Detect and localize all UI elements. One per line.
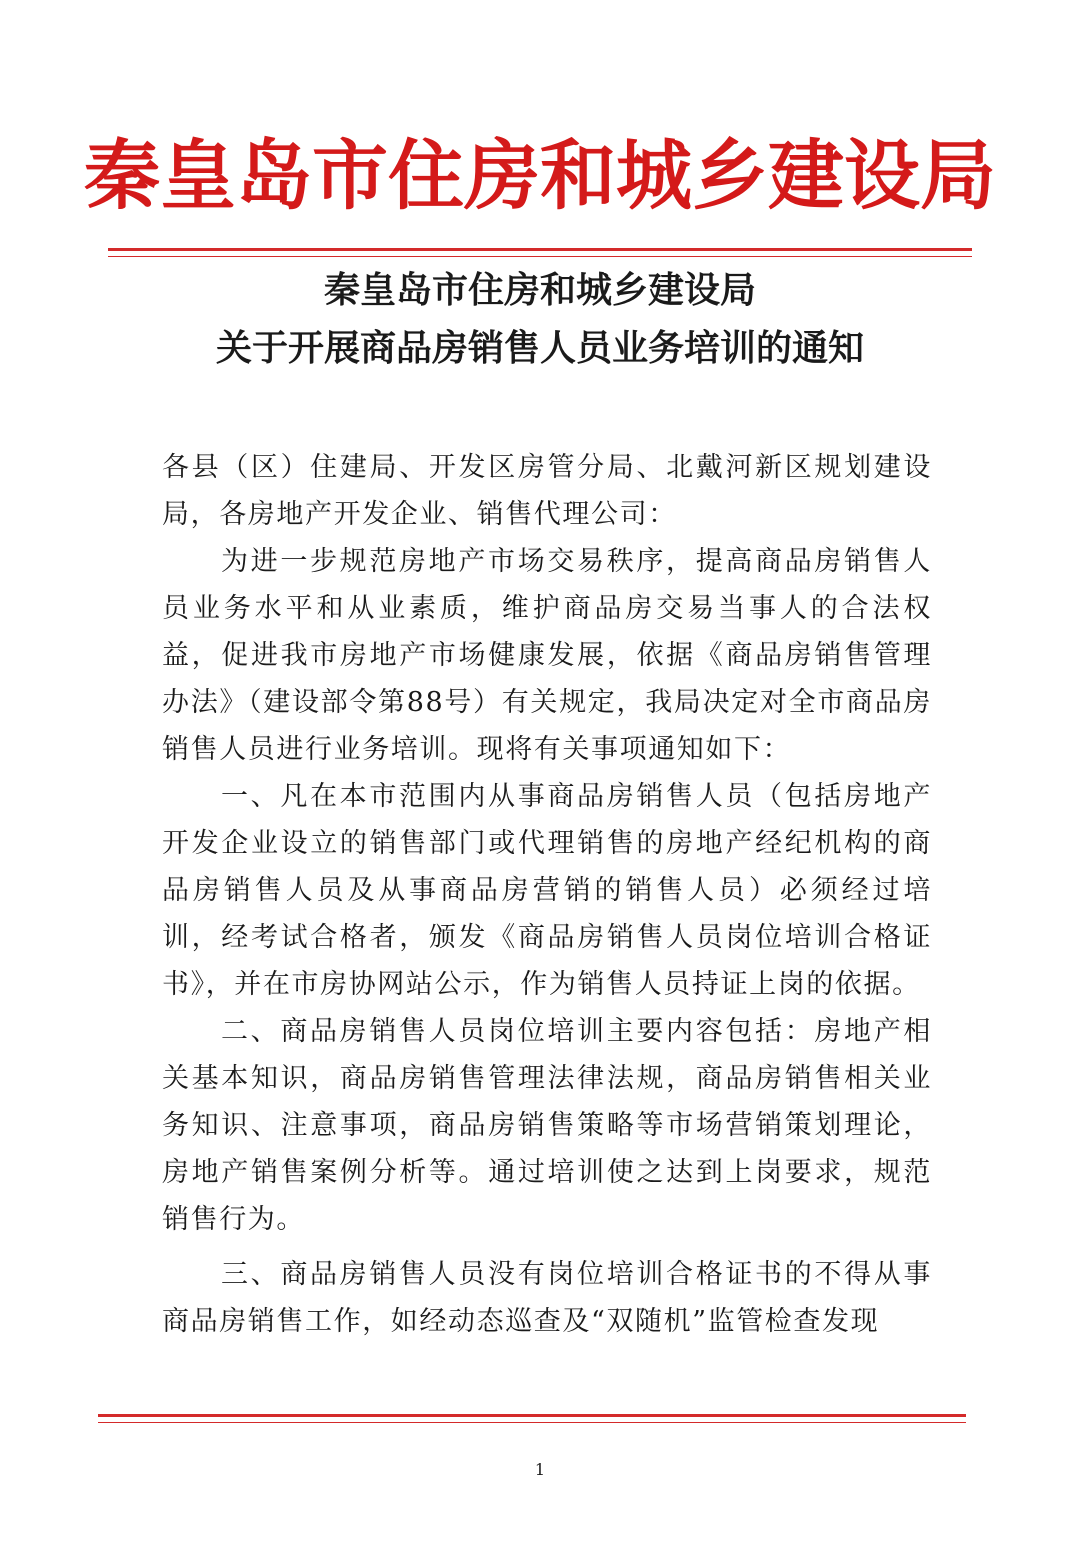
masthead-rule-thick <box>108 248 972 251</box>
document-body <box>162 444 932 1345</box>
document-title-line-1: 秦皇岛市住房和城乡建设局 <box>323 270 756 311</box>
paragraph-intro: 为进一步规范房地产市场交易秩序，提高商品房销售人员业务水平和从业素质，维护商品房交易当事人的合法权益，促进我市房地产市场健康发展，依据《商品房销售管理办法》（建设部令第88号）有关规定，我局决定对全市商品房销售人员进行业务培训。现将有关事项通知如下： <box>162 546 932 765</box>
masthead-title: 秦皇岛市住房和城乡建设局 <box>84 131 996 220</box>
paragraph-item-2: 二、商品房销售人员岗位培训主要内容包括：房地产相关基本知识，商品房销售管理法律法规，商品房销售相关业务知识、注意事项，商品房销售策略等市场营销策划理论，房地产销售案例分析等。通过培训使之达到上岗要求，规范销售行为。 <box>162 1016 932 1235</box>
masthead-rule-thin <box>108 256 972 257</box>
paragraph-item-3: 三、商品房销售人员没有岗位培训合格证书的不得从事商品房销售工作，如经动态巡查及“双随机”监管检查发现 <box>162 1259 932 1337</box>
footer-rule-thin <box>98 1422 966 1423</box>
footer-rule-thick <box>98 1414 966 1417</box>
salutation: 各县（区）住建局、开发区房管分局、北戴河新区规划建设局，各房地产开发企业、销售代理公司： <box>162 452 932 530</box>
document-title-line-2: 关于开展商品房销售人员业务培训的通知 <box>215 328 864 369</box>
paragraph-item-1: 一、凡在本市范围内从事商品房销售人员（包括房地产开发企业设立的销售部门或代理销售的房地产经纪机构的商品房销售人员及从事商品房营销的销售人员）必须经过培训，经考试合格者，颁发《商品房销售人员岗位培训合格证书》，并在市房协网站公示，作为销售人员持证上岗的依据。 <box>162 781 932 1000</box>
page-number: 1 <box>534 1460 546 1479</box>
